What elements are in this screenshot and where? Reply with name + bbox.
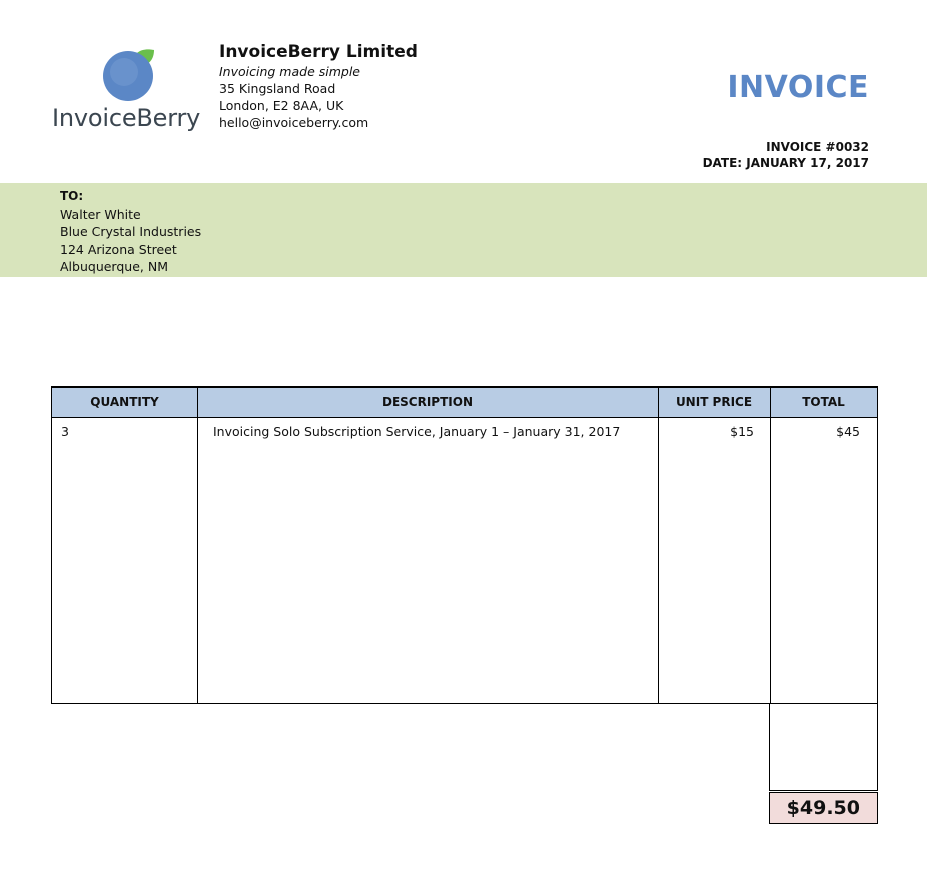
row-quantity: 3 [61,424,69,439]
company-email: hello@invoiceberry.com [219,115,369,130]
invoice-meta [703,139,869,171]
bill-to-label: TO: [60,189,84,203]
header-unit-price: UNIT PRICE [675,395,753,409]
bill-to-company: Blue Crystal Industries [60,224,202,239]
company-address-line2: London, E2 8AA, UK [219,98,344,113]
company-tagline: Invoicing made simple [219,64,360,79]
line-items-table [51,386,878,704]
totals-box [769,704,878,791]
header-total: TOTAL [802,395,845,409]
header-description: DESCRIPTION [381,395,473,409]
invoice-date: DATE: JANUARY 17, 2017 [702,156,869,170]
row-unit-price: $15 [730,424,754,439]
bill-to-city: Albuquerque, NM [60,259,168,274]
bill-to-name: Walter White [60,206,141,222]
column-divider [197,388,198,703]
invoice-title: INVOICE [727,70,869,105]
row-description: Invoicing Solo Subscription Service, January 1 – January 31, 2017 [213,424,621,439]
total-due-box [769,792,878,824]
header-quantity: QUANTITY [90,395,159,409]
company-address-line1: 35 Kingsland Road [219,81,336,96]
berry-icon [102,48,156,102]
company-logo [52,44,212,136]
logo-wordmark: InvoiceBerry [52,104,201,132]
bill-to [60,188,201,276]
company-name: InvoiceBerry Limited [219,42,418,62]
row-total: $45 [836,424,860,439]
bill-to-street: 124 Arizona Street [60,241,177,257]
table-header [52,388,877,418]
total-due-value: $49.50 [786,797,860,819]
invoice-number: INVOICE #0032 [766,140,869,154]
company-info [219,41,418,131]
